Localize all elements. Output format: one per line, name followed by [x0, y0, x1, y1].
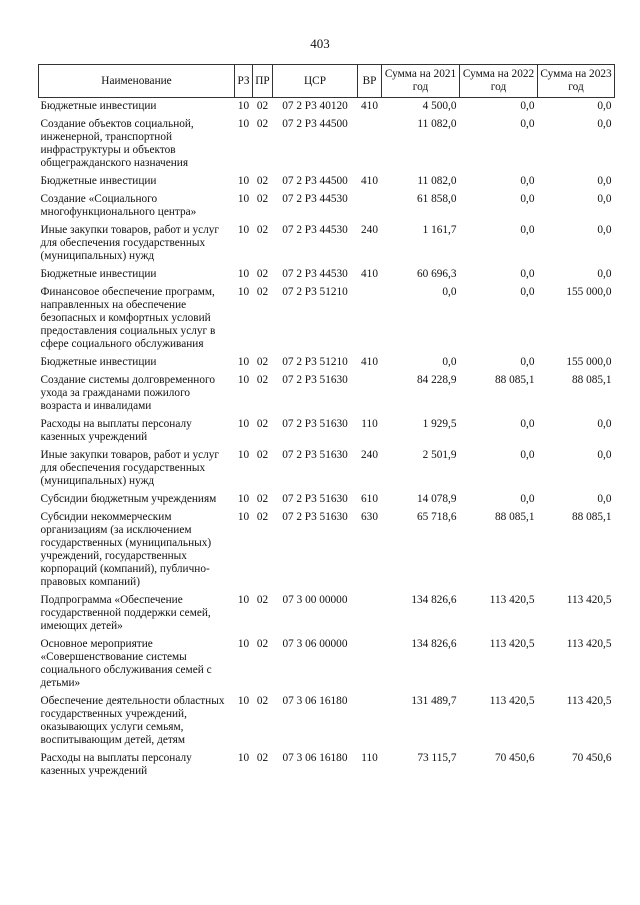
row-sum-2023: 0,0	[597, 418, 612, 430]
row-rz: 10	[237, 752, 250, 764]
table-row	[39, 372, 615, 416]
row-name: Бюджетные инвестиции	[40, 356, 157, 368]
row-sum-2022: 113 420,5	[489, 594, 535, 606]
row-sum-2023: 70 450,6	[571, 752, 612, 764]
row-sum-2022: 0,0	[520, 268, 535, 280]
row-sum-2023: 155 000,0	[566, 286, 612, 298]
row-rz: 10	[237, 511, 250, 523]
row-pr: 02	[256, 594, 269, 606]
row-sum-2023: 0,0	[597, 224, 612, 236]
table-row	[39, 491, 615, 509]
row-name: Создание объектов социальной, инженерной, транспортной инфраструктуры и объектов общегражданского назначения	[40, 118, 194, 169]
row-sum-2023: 0,0	[597, 175, 612, 187]
row-csr: 07 3 06 00000	[282, 638, 348, 650]
row-name: Бюджетные инвестиции	[40, 175, 157, 187]
row-sum-2021: 60 696,3	[416, 268, 457, 280]
row-rz: 10	[237, 594, 250, 606]
row-sum-2021: 134 826,6	[411, 638, 457, 650]
row-csr: 07 2 Р3 51210	[282, 286, 348, 298]
row-name: Финансовое обеспечение программ, направленных на обеспечение безопасных и комфортных условий предоставления социальных услуг в сфере социального обслуживания	[40, 286, 216, 350]
row-sum-2022: 113 420,5	[489, 638, 535, 650]
row-rz: 10	[237, 449, 250, 461]
row-sum-2021: 0,0	[442, 356, 457, 368]
row-csr: 07 2 Р3 44500	[282, 118, 348, 130]
row-sum-2021: 11 082,0	[417, 175, 457, 187]
row-sum-2021: 61 858,0	[416, 193, 457, 205]
row-name: Основное мероприятие «Совершенствование системы социального обслуживания семей с детьми»	[40, 638, 212, 689]
row-rz: 10	[237, 374, 250, 386]
row-pr: 02	[256, 118, 269, 130]
row-sum-2022: 0,0	[520, 224, 535, 236]
row-name: Расходы на выплаты персоналу казенных учреждений	[40, 418, 192, 443]
row-sum-2021: 2 501,9	[422, 449, 457, 461]
row-sum-2023: 88 085,1	[571, 374, 612, 386]
row-rz: 10	[237, 286, 250, 298]
row-sum-2022: 0,0	[520, 100, 535, 112]
row-sum-2022: 113 420,5	[489, 695, 535, 707]
row-sum-2021: 73 115,7	[417, 752, 457, 764]
row-pr: 02	[256, 449, 269, 461]
row-sum-2021: 4 500,0	[422, 100, 457, 112]
row-rz: 10	[237, 268, 250, 280]
row-sum-2021: 134 826,6	[411, 594, 457, 606]
row-name: Расходы на выплаты персоналу казенных учреждений	[40, 752, 192, 777]
row-sum-2021: 14 078,9	[416, 493, 457, 505]
header-sum-2023: Сумма на 2023 год	[538, 65, 615, 98]
row-csr: 07 2 Р3 51630	[282, 374, 348, 386]
row-rz: 10	[237, 418, 250, 430]
row-sum-2021: 1 161,7	[422, 224, 457, 236]
row-vr: 630	[361, 511, 378, 523]
header-sum-2021: Сумма на 2021 год	[382, 65, 460, 98]
row-csr: 07 2 Р3 51630	[282, 493, 348, 505]
row-sum-2021: 11 082,0	[417, 118, 457, 130]
row-sum-2022: 0,0	[520, 286, 535, 298]
row-name: Обеспечение деятельности областных государственных учреждений, оказывающих услуги семьям, воспитывающим детей, детям	[40, 695, 225, 746]
row-sum-2023: 155 000,0	[566, 356, 612, 368]
row-name: Субсидии бюджетным учреждениям	[40, 493, 217, 505]
row-pr: 02	[256, 175, 269, 187]
table-row	[39, 509, 615, 592]
table-row	[39, 266, 615, 284]
table-row	[39, 173, 615, 191]
row-vr: 410	[361, 268, 378, 280]
row-csr: 07 2 Р3 44530	[282, 224, 348, 236]
row-sum-2023: 0,0	[597, 268, 612, 280]
row-csr: 07 2 Р3 44500	[282, 175, 348, 187]
row-sum-2023: 0,0	[597, 449, 612, 461]
row-vr: 410	[361, 100, 378, 112]
table-row	[39, 98, 615, 117]
row-vr	[358, 191, 382, 222]
table-row	[39, 750, 615, 781]
row-rz: 10	[237, 493, 250, 505]
row-sum-2022: 0,0	[520, 193, 535, 205]
row-pr: 02	[256, 374, 269, 386]
row-name: Иные закупки товаров, работ и услуг для обеспечения государственных (муниципальных) нужд	[40, 449, 220, 487]
row-sum-2021: 84 228,9	[416, 374, 457, 386]
row-vr: 610	[361, 493, 378, 505]
row-pr: 02	[256, 286, 269, 298]
row-csr: 07 2 Р3 40120	[282, 100, 348, 112]
row-sum-2023: 0,0	[597, 193, 612, 205]
row-sum-2023: 113 420,5	[566, 638, 612, 650]
row-sum-2022: 0,0	[520, 493, 535, 505]
row-sum-2023: 113 420,5	[566, 695, 612, 707]
row-rz: 10	[237, 193, 250, 205]
row-name: Субсидии некоммерческим организациям (за исключением государственных (муниципальных) учреждений, государственных корпораций (компаний), публично-правовых компаний)	[40, 511, 212, 588]
row-vr	[358, 116, 382, 173]
row-sum-2023: 0,0	[597, 493, 612, 505]
row-sum-2022: 0,0	[520, 175, 535, 187]
table-row	[39, 222, 615, 266]
row-name: Бюджетные инвестиции	[40, 100, 157, 112]
row-sum-2022: 0,0	[520, 449, 535, 461]
row-pr: 02	[256, 752, 269, 764]
row-rz: 10	[237, 224, 250, 236]
budget-table	[38, 64, 615, 781]
row-rz: 10	[237, 638, 250, 650]
row-pr: 02	[256, 268, 269, 280]
row-csr: 07 3 00 00000	[282, 594, 348, 606]
row-rz: 10	[237, 100, 250, 112]
row-vr	[358, 592, 382, 636]
row-vr	[358, 284, 382, 354]
row-name: Иные закупки товаров, работ и услуг для обеспечения государственных (муниципальных) нужд	[40, 224, 220, 262]
row-csr: 07 3 06 16180	[282, 695, 348, 707]
row-csr: 07 2 Р3 44530	[282, 193, 348, 205]
row-pr: 02	[256, 493, 269, 505]
row-pr: 02	[256, 511, 269, 523]
row-sum-2023: 0,0	[597, 100, 612, 112]
row-sum-2021: 65 718,6	[416, 511, 457, 523]
row-name: Создание «Социального многофункционального центра»	[40, 193, 197, 218]
row-vr: 410	[361, 175, 378, 187]
row-csr: 07 2 Р3 51210	[282, 356, 348, 368]
row-csr: 07 2 Р3 44530	[282, 268, 348, 280]
row-sum-2023: 88 085,1	[571, 511, 612, 523]
table-row	[39, 447, 615, 491]
row-sum-2022: 0,0	[520, 118, 535, 130]
table-row	[39, 116, 615, 173]
header-sum-2022: Сумма на 2022 год	[460, 65, 538, 98]
row-vr: 410	[361, 356, 378, 368]
row-csr: 07 3 06 16180	[282, 752, 348, 764]
row-sum-2022: 88 085,1	[494, 511, 535, 523]
row-rz: 10	[237, 356, 250, 368]
row-name: Создание системы долговременного ухода за гражданами пожилого возраста и инвалидами	[40, 374, 216, 412]
row-sum-2022: 0,0	[520, 356, 535, 368]
row-sum-2021: 131 489,7	[411, 695, 457, 707]
row-pr: 02	[256, 193, 269, 205]
row-name: Бюджетные инвестиции	[40, 268, 157, 280]
table-row	[39, 693, 615, 750]
row-rz: 10	[237, 118, 250, 130]
row-rz: 10	[237, 695, 250, 707]
row-pr: 02	[256, 418, 269, 430]
row-vr: 240	[361, 224, 378, 236]
row-sum-2023: 113 420,5	[566, 594, 612, 606]
row-csr: 07 2 Р3 51630	[282, 418, 348, 430]
row-vr	[358, 372, 382, 416]
row-pr: 02	[256, 224, 269, 236]
row-vr: 240	[361, 449, 378, 461]
header-pr: ПР	[253, 65, 273, 98]
row-rz: 10	[237, 175, 250, 187]
table-row	[39, 354, 615, 372]
table-row	[39, 636, 615, 693]
row-name: Подпрограмма «Обеспечение государственной поддержки семей, имеющих детей»	[40, 594, 211, 632]
row-csr: 07 2 Р3 51630	[282, 511, 348, 523]
row-vr: 110	[361, 752, 378, 764]
table-row	[39, 284, 615, 354]
row-csr: 07 2 Р3 51630	[282, 449, 348, 461]
row-pr: 02	[256, 638, 269, 650]
table-header-row	[39, 65, 615, 98]
row-sum-2022: 0,0	[520, 418, 535, 430]
table-row	[39, 191, 615, 222]
row-vr	[358, 693, 382, 750]
header-csr: ЦСР	[273, 65, 358, 98]
header-name: Наименование	[39, 65, 235, 98]
row-pr: 02	[256, 356, 269, 368]
row-sum-2022: 88 085,1	[494, 374, 535, 386]
header-rz: РЗ	[235, 65, 253, 98]
row-pr: 02	[256, 695, 269, 707]
row-pr: 02	[256, 100, 269, 112]
row-sum-2021: 0,0	[442, 286, 457, 298]
row-sum-2021: 1 929,5	[422, 418, 457, 430]
row-vr	[358, 636, 382, 693]
table-row	[39, 416, 615, 447]
row-sum-2022: 70 450,6	[494, 752, 535, 764]
header-vr: ВР	[358, 65, 382, 98]
row-vr: 110	[361, 418, 378, 430]
row-sum-2023: 0,0	[597, 118, 612, 130]
table-row	[39, 592, 615, 636]
page-number: 403	[310, 36, 330, 51]
